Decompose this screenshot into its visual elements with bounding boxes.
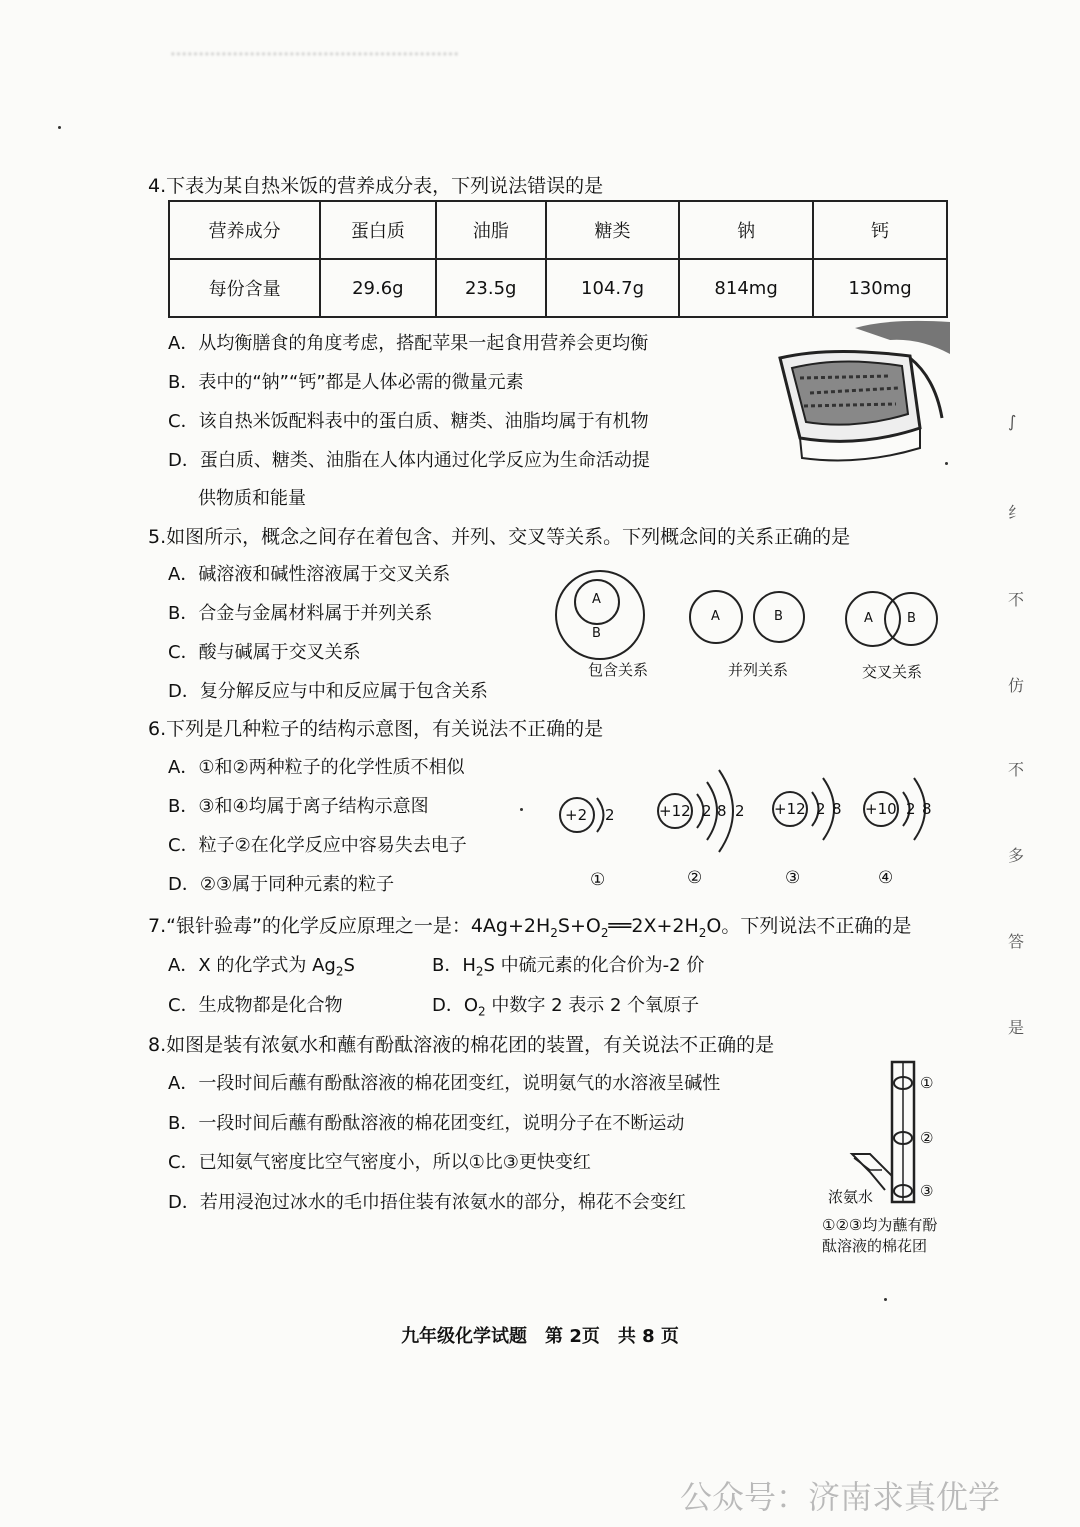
- table-cell: 130mg: [813, 259, 947, 317]
- table-cell: 23.5g: [436, 259, 546, 317]
- scan-speck: [520, 808, 523, 811]
- margin-fragment: ∫: [1008, 412, 1017, 431]
- particle-2-label: ②: [687, 868, 703, 888]
- margin-fragment: 纟: [1008, 503, 1025, 522]
- page-footer: 九年级化学试题 第 2页 共 8 页: [401, 1326, 679, 1347]
- particle-4-label: ④: [878, 868, 894, 888]
- cotton-mark-1: ①: [920, 1074, 934, 1092]
- q7-option-a: A．X 的化学式为 $Ag_2S$: [168, 955, 355, 979]
- margin-fragment: 多: [1008, 846, 1025, 865]
- table-cell: 29.6g: [320, 259, 435, 317]
- q8-stem: 8.如图是装有浓氨水和蘸有酚酞溶液的棉花团的装置，有关说法不正确的是: [148, 1034, 775, 1056]
- q6-stem: 6.下列是几种粒子的结构示意图，有关说法不正确的是: [148, 718, 604, 740]
- contain-b-label: B: [592, 626, 601, 641]
- ammonia-label: 浓氨水: [828, 1188, 874, 1206]
- margin-fragment: 仿: [1008, 676, 1025, 695]
- q6-option-b: B．③和④均属于离子结构示意图: [168, 796, 429, 817]
- watermark: 公众号：济南求真优学: [680, 1478, 1001, 1516]
- particle-1-label: ①: [590, 870, 606, 890]
- particle-4-shell-1: 2: [906, 800, 916, 818]
- concept-relation-diagram: [545, 570, 955, 660]
- q8-option-d: D．若用浸泡过冰水的毛巾捂住装有浓氨水的部分，棉花不会变红: [168, 1192, 686, 1213]
- q4-stem: 4.下表为某自热米饭的营养成分表，下列说法错误的是: [148, 175, 604, 197]
- particle-3-shell-2: 8: [832, 800, 842, 818]
- table-cell: 蛋白质: [320, 201, 435, 259]
- q4-option-d: D．蛋白质、糖类、油脂在人体内通过化学反应为生命活动提: [168, 450, 650, 471]
- table-cell: 糖类: [546, 201, 679, 259]
- q4-option-b: B．表中的“钠”“钙”都是人体必需的微量元素: [168, 372, 524, 393]
- parallel-b-label: B: [774, 609, 783, 624]
- margin-fragment: 是: [1008, 1018, 1025, 1037]
- table-cell: 814mg: [679, 259, 813, 317]
- q8-option-a: A．一段时间后蘸有酚酞溶液的棉花团变红，说明氨气的水溶液呈碱性: [168, 1073, 721, 1094]
- table-cell: 钠: [679, 201, 813, 259]
- scan-speck: [58, 126, 61, 129]
- particle-3-shell-1: 2: [816, 800, 826, 818]
- q7-option-d: D．$O_2$ 中数字 2 表示 2 个氧原子: [432, 995, 700, 1019]
- particle-3-label: ③: [785, 868, 801, 888]
- particle-2-nucleus: +12: [659, 802, 691, 820]
- q4-option-c: C．该自热米饭配料表中的蛋白质、糖类、油脂均属于有机物: [168, 411, 649, 432]
- q7-stem: 7.“银针验毒”的化学反应原理之一是：$4Ag+2H_2S+O_2══2X+2H_2O$。下列说法不正确的是: [148, 915, 912, 940]
- q5-option-a: A．碱溶液和碱性溶液属于交叉关系: [168, 564, 451, 585]
- particle-3-nucleus: +12: [774, 800, 806, 818]
- rice-box-image: [770, 318, 950, 468]
- margin-fragment: 不: [1008, 590, 1025, 609]
- particle-4-shell-2: 8: [922, 800, 932, 818]
- apparatus-caption-line-2: 酞溶液的棉花团: [822, 1237, 928, 1255]
- margin-fragment: 答: [1008, 932, 1025, 951]
- nutrition-table: [168, 200, 948, 318]
- q7-option-c: C．生成物都是化合物: [168, 995, 343, 1016]
- q4-option-a: A．从均衡膳食的角度考虑，搭配苹果一起食用营养会更均衡: [168, 333, 649, 354]
- particle-4-nucleus: +10: [865, 800, 897, 818]
- q5-stem: 5.如图所示，概念之间存在着包含、并列、交叉等关系。下列概念间的关系正确的是: [148, 526, 851, 548]
- table-cell: 每份含量: [169, 259, 320, 317]
- q5-option-b: B．合金与金属材料属于并列关系: [168, 603, 433, 624]
- table-cell: 营养成分: [169, 201, 320, 259]
- contain-a-label: A: [592, 592, 601, 607]
- particle-1-shell-1: 2: [605, 806, 615, 824]
- q4-option-d-cont: 供物质和能量: [198, 488, 306, 509]
- table-cell: 油脂: [436, 201, 546, 259]
- particle-1-nucleus: +2: [565, 806, 588, 824]
- q8-option-b: B．一段时间后蘸有酚酞溶液的棉花团变红，说明分子在不断运动: [168, 1113, 685, 1134]
- scan-speck: [884, 1298, 887, 1301]
- particle-2-shell-1: 2: [702, 802, 712, 820]
- cotton-mark-3: ③: [920, 1182, 934, 1200]
- q5-option-c: C．酸与碱属于交叉关系: [168, 642, 361, 663]
- q6-option-a: A．①和②两种粒子的化学性质不相似: [168, 757, 465, 778]
- q5-option-d: D．复分解反应与中和反应属于包含关系: [168, 681, 488, 702]
- scan-speck: [945, 462, 948, 465]
- q7-option-b: B．$H_2S$ 中硫元素的化合价为-2 价: [432, 955, 705, 979]
- table-header-row: [169, 201, 947, 259]
- particle-2-shell-2: 8: [717, 802, 727, 820]
- q6-option-c: C．粒子②在化学反应中容易失去电子: [168, 835, 467, 856]
- parallel-relation-label: 并列关系: [728, 661, 789, 679]
- margin-fragment: 不: [1008, 760, 1025, 779]
- intersect-a-label: A: [864, 611, 873, 626]
- q6-option-d: D．②③属于同种元素的粒子: [168, 874, 395, 895]
- table-row: [169, 259, 947, 317]
- q8-option-c: C．已知氨气密度比空气密度小，所以①比③更快变红: [168, 1152, 591, 1173]
- apparatus-caption-line-1: ①②③均为蘸有酚: [822, 1216, 938, 1234]
- cotton-mark-2: ②: [920, 1129, 934, 1147]
- contain-relation-label: 包含关系: [588, 661, 649, 679]
- blurred-header-line: ……………………………………………: [170, 40, 459, 60]
- intersect-relation-label: 交叉关系: [862, 663, 923, 681]
- table-cell: 钙: [813, 201, 947, 259]
- intersect-b-label: B: [907, 611, 916, 626]
- particle-2-shell-3: 2: [735, 802, 745, 820]
- containing-outer-circle: [556, 571, 644, 659]
- parallel-a-label: A: [711, 609, 720, 624]
- table-cell: 104.7g: [546, 259, 679, 317]
